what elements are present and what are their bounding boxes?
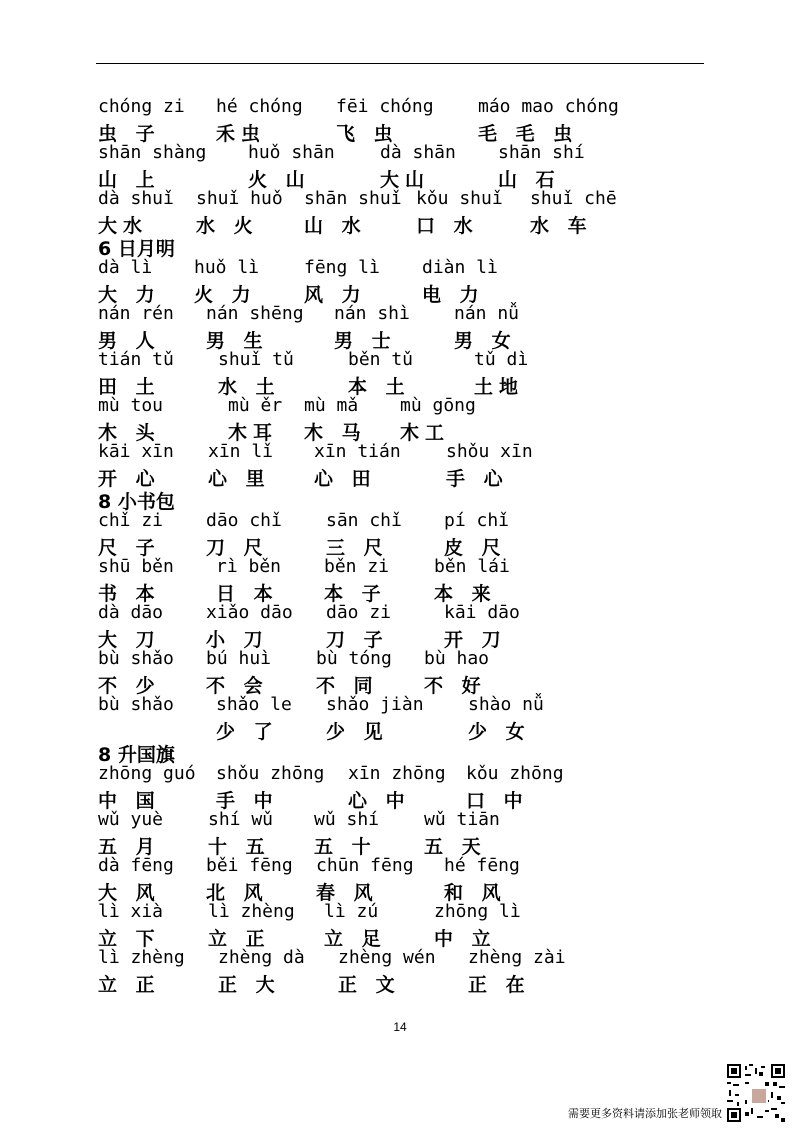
pinyin-word: zhōng guó xyxy=(98,763,196,784)
pinyin-word: wǔ shí xyxy=(314,809,380,830)
pinyin-word: lì xià xyxy=(98,901,164,922)
pinyin-word: mù tou xyxy=(98,395,164,416)
hanzi-word: 手 心 xyxy=(446,468,509,490)
hanzi-row xyxy=(98,280,718,306)
pinyin-word: diàn lì xyxy=(422,257,498,278)
pinyin-word: shǎo le xyxy=(216,694,292,715)
pinyin-row xyxy=(98,763,718,786)
hanzi-row xyxy=(98,533,718,559)
hanzi-word: 木 马 xyxy=(304,422,367,444)
pinyin-row xyxy=(98,855,718,878)
vocabulary-list xyxy=(98,96,718,996)
hanzi-word: 口 中 xyxy=(466,790,529,812)
hanzi-row xyxy=(98,924,718,950)
pinyin-word: mù gōng xyxy=(400,395,476,416)
hanzi-word: 飞 虫 xyxy=(336,123,399,145)
pinyin-word: shǒu xīn xyxy=(446,441,533,462)
pinyin-word: chǐ zi xyxy=(98,510,164,531)
pinyin-word: běi fēng xyxy=(206,855,293,876)
pinyin-word: bù shǎo xyxy=(98,694,174,715)
hanzi-word: 不 好 xyxy=(424,675,487,697)
hanzi-word: 立 足 xyxy=(324,928,387,950)
pinyin-word: lì zhèng xyxy=(208,901,295,922)
pinyin-word: shào nǚ xyxy=(468,694,544,715)
hanzi-word: 日 本 xyxy=(216,583,279,605)
pinyin-row xyxy=(98,809,718,832)
hanzi-word: 中 国 xyxy=(98,790,161,812)
hanzi-row xyxy=(98,579,718,605)
pinyin-word: wǔ tiān xyxy=(424,809,500,830)
pinyin-word: dà dāo xyxy=(98,602,164,623)
hanzi-word: 少 了 xyxy=(216,721,279,743)
hanzi-word: 山 上 xyxy=(98,169,161,191)
pinyin-word: shū běn xyxy=(98,556,174,577)
hanzi-word: 水 土 xyxy=(218,376,281,398)
pinyin-word: zhèng zài xyxy=(468,947,566,968)
hanzi-word: 男 女 xyxy=(454,330,517,352)
pinyin-word: dāo zi xyxy=(326,602,392,623)
hanzi-word: 木耳 xyxy=(228,422,279,444)
hanzi-word: 立 下 xyxy=(98,928,161,950)
pinyin-word: shuǐ tǔ xyxy=(218,349,294,370)
hanzi-word: 开 心 xyxy=(98,468,161,490)
pinyin-word: tǔ dì xyxy=(474,349,529,370)
hanzi-word: 男 士 xyxy=(334,330,397,352)
header-rule xyxy=(96,63,704,64)
pinyin-word: shǒu zhōng xyxy=(216,763,325,784)
page-number: 14 xyxy=(393,1020,407,1034)
pinyin-word: xīn tián xyxy=(314,441,401,462)
pinyin-word: nán rén xyxy=(98,303,174,324)
hanzi-word: 虫 子 xyxy=(98,123,161,145)
hanzi-row xyxy=(98,671,718,697)
hanzi-word: 皮 尺 xyxy=(444,537,507,559)
section-heading: 8 小书包 xyxy=(98,491,175,513)
pinyin-word: shān shàng xyxy=(98,142,207,163)
hanzi-word: 大 力 xyxy=(98,284,161,306)
hanzi-word: 立 正 xyxy=(208,928,271,950)
hanzi-row xyxy=(98,878,718,904)
pinyin-word: chóng zi xyxy=(98,96,185,117)
hanzi-row xyxy=(98,832,718,858)
pinyin-row xyxy=(98,694,718,717)
hanzi-word: 水 火 xyxy=(196,215,259,237)
hanzi-word: 正 文 xyxy=(338,974,401,996)
hanzi-word: 小 刀 xyxy=(206,629,269,651)
pinyin-word: běn tǔ xyxy=(348,349,414,370)
pinyin-word: tián tǔ xyxy=(98,349,174,370)
pinyin-word: nán shì xyxy=(334,303,410,324)
hanzi-word: 心 田 xyxy=(314,468,377,490)
hanzi-word: 男 生 xyxy=(206,330,269,352)
pinyin-word: shān shí xyxy=(498,142,585,163)
pinyin-row xyxy=(98,602,718,625)
hanzi-word: 少 女 xyxy=(468,721,531,743)
pinyin-word: nán shēng xyxy=(206,303,304,324)
hanzi-word: 春 风 xyxy=(316,882,379,904)
pinyin-word: bú huì xyxy=(206,648,272,669)
section-heading: 8 升国旗 xyxy=(98,744,175,766)
pinyin-word: fēng lì xyxy=(304,257,380,278)
hanzi-word: 北 风 xyxy=(206,882,269,904)
pinyin-word: dà fēng xyxy=(98,855,174,876)
pinyin-word: shuǐ chē xyxy=(530,188,617,209)
hanzi-word: 毛 毛 虫 xyxy=(478,123,579,145)
hanzi-word: 心 里 xyxy=(208,468,271,490)
hanzi-word: 五 十 xyxy=(314,836,377,858)
pinyin-row xyxy=(98,142,718,165)
section-heading: 6 日月明 xyxy=(98,238,175,260)
pinyin-word: huǒ lì xyxy=(194,257,260,278)
hanzi-word: 风 力 xyxy=(304,284,367,306)
hanzi-word: 男 人 xyxy=(98,330,161,352)
hanzi-word: 本 子 xyxy=(324,583,387,605)
hanzi-word: 田 土 xyxy=(98,376,161,398)
pinyin-word: mù mǎ xyxy=(304,395,359,416)
pinyin-row xyxy=(98,257,718,280)
hanzi-row xyxy=(98,786,718,812)
pinyin-word: xīn zhōng xyxy=(348,763,446,784)
hanzi-word: 不 同 xyxy=(316,675,379,697)
pinyin-word: hé fēng xyxy=(444,855,520,876)
hanzi-word: 大水 xyxy=(98,215,149,237)
pinyin-word: bù hao xyxy=(424,648,490,669)
hanzi-word: 木 头 xyxy=(98,422,161,444)
pinyin-row xyxy=(98,303,718,326)
hanzi-word: 土地 xyxy=(474,376,525,398)
hanzi-word: 尺 子 xyxy=(98,537,161,559)
hanzi-row xyxy=(98,464,718,490)
pinyin-word: shān shuǐ xyxy=(304,188,402,209)
hanzi-word: 心 中 xyxy=(348,790,411,812)
pinyin-word: rì běn xyxy=(216,556,282,577)
hanzi-row xyxy=(98,625,718,651)
hanzi-word: 火 山 xyxy=(248,169,311,191)
pinyin-word: huǒ shān xyxy=(248,142,335,163)
hanzi-word: 手 中 xyxy=(216,790,279,812)
pinyin-word: shuǐ huǒ xyxy=(196,188,283,209)
hanzi-row xyxy=(98,119,718,145)
hanzi-word: 本 来 xyxy=(434,583,497,605)
hanzi-word: 本 土 xyxy=(348,376,411,398)
pinyin-word: xīn lǐ xyxy=(208,441,274,462)
footer-text: 需要更多资料请添加张老师领取 xyxy=(568,1107,722,1120)
hanzi-word: 刀 尺 xyxy=(206,537,269,559)
hanzi-word: 五 天 xyxy=(424,836,487,858)
avatar xyxy=(750,1087,768,1105)
hanzi-word: 火 力 xyxy=(194,284,257,306)
hanzi-word: 正 在 xyxy=(468,974,531,996)
pinyin-row xyxy=(98,556,718,579)
pinyin-word: zhōng lì xyxy=(434,901,521,922)
pinyin-word: dāo chǐ xyxy=(206,510,282,531)
pinyin-row xyxy=(98,901,718,924)
hanzi-word: 山 石 xyxy=(498,169,561,191)
hanzi-row xyxy=(98,372,718,398)
pinyin-word: hé chóng xyxy=(216,96,303,117)
pinyin-word: kāi xīn xyxy=(98,441,174,462)
pinyin-word: lì zú xyxy=(324,901,379,922)
pinyin-word: kāi dāo xyxy=(444,602,520,623)
pinyin-word: běn lái xyxy=(434,556,510,577)
hanzi-word: 口 水 xyxy=(416,215,479,237)
hanzi-word: 木工 xyxy=(400,422,451,444)
pinyin-word: fēi chóng xyxy=(336,96,434,117)
pinyin-word: dà shān xyxy=(380,142,456,163)
hanzi-row xyxy=(98,970,718,996)
pinyin-word: shǎo jiàn xyxy=(326,694,424,715)
pinyin-word: pí chǐ xyxy=(444,510,510,531)
hanzi-word: 和 风 xyxy=(444,882,507,904)
hanzi-word: 中 立 xyxy=(434,928,497,950)
pinyin-word: dà shuǐ xyxy=(98,188,174,209)
pinyin-word: lì zhèng xyxy=(98,947,185,968)
hanzi-word: 大 刀 xyxy=(98,629,161,651)
hanzi-word: 不 少 xyxy=(98,675,161,697)
pinyin-row xyxy=(98,349,718,372)
pinyin-row xyxy=(98,648,718,671)
hanzi-row xyxy=(98,326,718,352)
hanzi-row xyxy=(98,165,718,191)
hanzi-word: 五 月 xyxy=(98,836,161,858)
pinyin-word: chūn fēng xyxy=(316,855,414,876)
pinyin-row xyxy=(98,510,718,533)
hanzi-word: 大 风 xyxy=(98,882,161,904)
hanzi-row xyxy=(98,211,718,237)
pinyin-row xyxy=(98,395,718,418)
hanzi-word: 立 正 xyxy=(98,974,161,996)
pinyin-row xyxy=(98,188,718,211)
hanzi-word: 书 本 xyxy=(98,583,161,605)
pinyin-word: zhèng wén xyxy=(338,947,436,968)
pinyin-word: bù tóng xyxy=(316,648,392,669)
pinyin-word: mù ěr xyxy=(228,395,283,416)
hanzi-word: 禾虫 xyxy=(216,123,267,145)
hanzi-word: 刀 子 xyxy=(326,629,389,651)
hanzi-row xyxy=(98,418,718,444)
hanzi-word: 三 尺 xyxy=(326,537,389,559)
hanzi-word: 不 会 xyxy=(206,675,269,697)
pinyin-word: kǒu shuǐ xyxy=(416,188,503,209)
hanzi-word: 电 力 xyxy=(422,284,485,306)
hanzi-word: 大山 xyxy=(380,169,431,191)
pinyin-row xyxy=(98,441,718,464)
hanzi-word: 少 见 xyxy=(326,721,389,743)
pinyin-word: dà lì xyxy=(98,257,153,278)
pinyin-word: zhèng dà xyxy=(218,947,305,968)
pinyin-word: shí wǔ xyxy=(208,809,274,830)
hanzi-word: 正 大 xyxy=(218,974,281,996)
pinyin-word: xiǎo dāo xyxy=(206,602,293,623)
pinyin-word: kǒu zhōng xyxy=(466,763,564,784)
pinyin-word: bù shǎo xyxy=(98,648,174,669)
hanzi-word: 开 刀 xyxy=(444,629,507,651)
pinyin-word: nán nǚ xyxy=(454,303,520,324)
hanzi-row xyxy=(98,717,718,743)
hanzi-word: 山 水 xyxy=(304,215,367,237)
pinyin-row xyxy=(98,96,718,119)
pinyin-word: běn zi xyxy=(324,556,390,577)
pinyin-word: máo mao chóng xyxy=(478,96,619,117)
hanzi-word: 水 车 xyxy=(530,215,593,237)
pinyin-word: sān chǐ xyxy=(326,510,402,531)
pinyin-row xyxy=(98,947,718,970)
hanzi-word: 十 五 xyxy=(208,836,271,858)
pinyin-word: wǔ yuè xyxy=(98,809,164,830)
